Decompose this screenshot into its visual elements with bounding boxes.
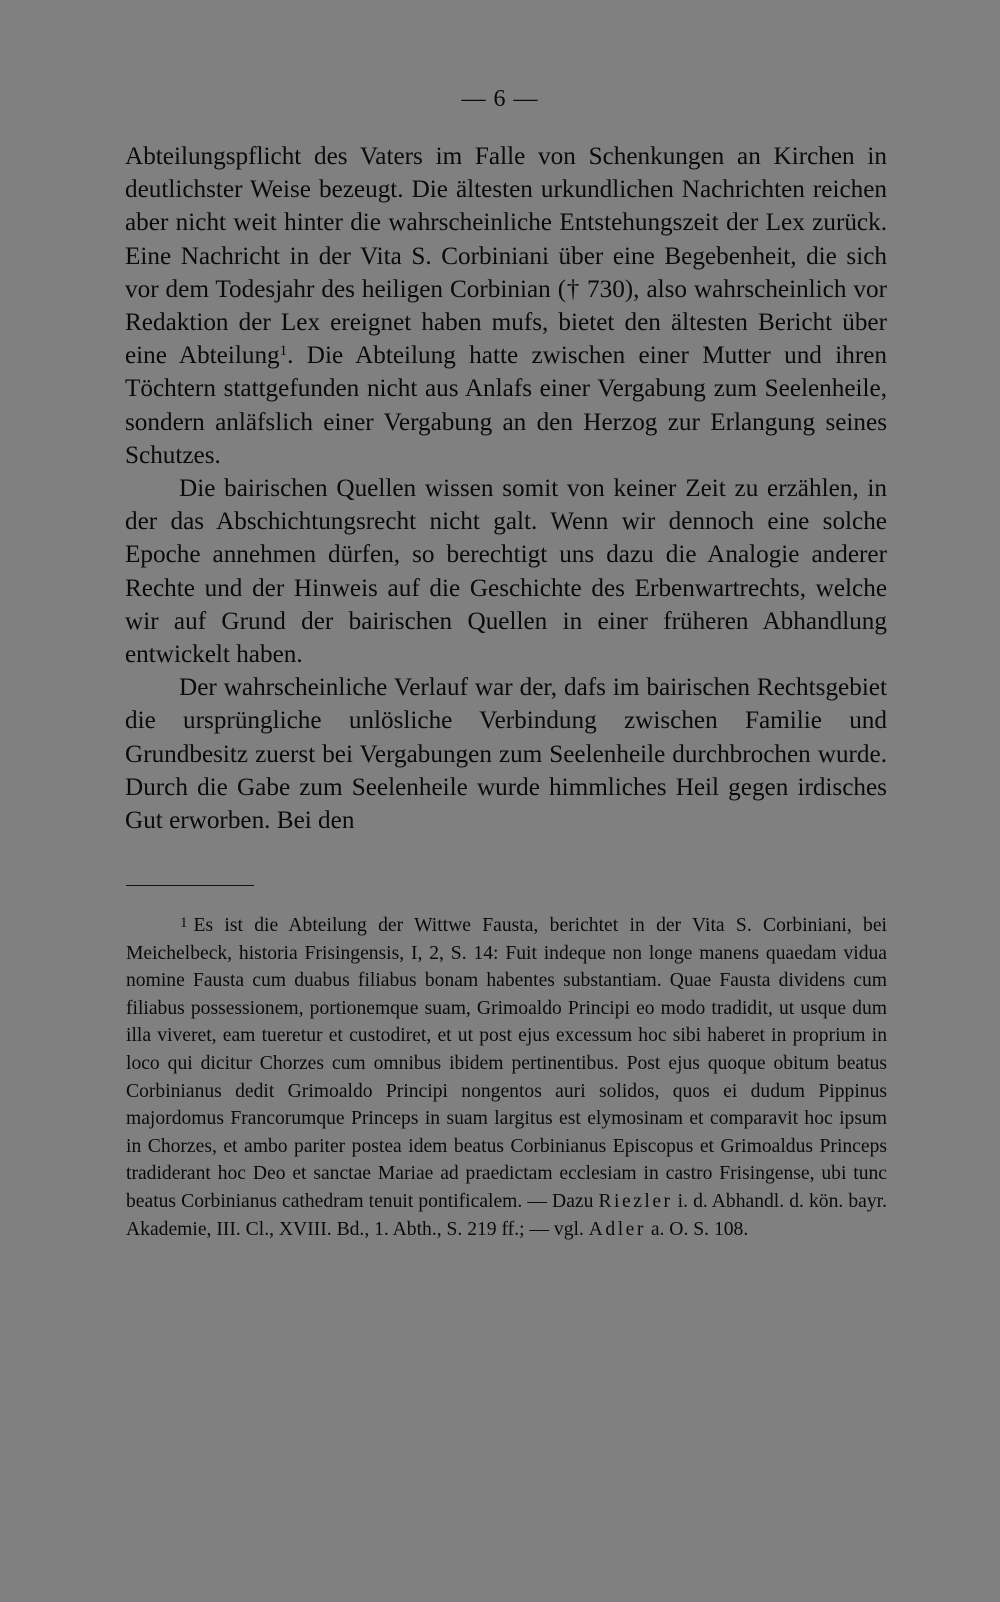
footnote-reference[interactable]: 1 bbox=[279, 343, 288, 360]
footnote-text-a: Es ist die Abteilung der Wittwe Fausta, berichtet in der Vita S. Corbiniani, bei Meichelbeck, historia Frisingensis, I, 2, S. 14: Fuit indeque non longe manens quaedam vidua nomine Fausta cum duabus filiabus bonam habentes substantiam. Quae Fausta dividens cum filiabus possessionem, portionemque suam, Grimoaldo Principi eo modo tradidit, ut usque dum illa viveret, eam tueretur et custodiret, et ut post ejus excessum hoc sibi haberet in proprium in loco qui dicitur Chorzes cum omnibus ibidem pertinentibus. Post ejus quoque obitum beatus Corbinianus dedit Grimoaldo Principi nongentos auri solidos, quos ei dudum Pippinus majordomus Francorumque Princeps in suam largitus est elymosinam et comparavit hoc ipsum in Chorzes, et ambo pariter postea idem beatus Corbinianus Episcopus et Grimoaldus Princeps tradiderant hoc Deo et sanctae Mariae ad praedictam ecclesiam in castro Frisingense, ubi tunc beatus Corbinianus cathedram tenuit pontificalem. — Dazu bbox=[126, 915, 887, 1212]
paragraph-1-text-b: . Die Abteilung hatte zwischen einer Mutter und ihren Töchtern stattgefunden nicht aus Anlafs einer Vergabung zum Seelenheile, sondern anläfslich einer Vergabung an den Herzog zur Erlangung seines Schutzes. bbox=[125, 342, 887, 469]
footnote-text-b: i. d. Abhandl. d. kön. bayr. Akademie, III. Cl., XVIII. Bd., 1. Abth., S. 219 ff.; — vgl. bbox=[126, 1190, 887, 1240]
paragraph-1-text-a: Abteilungspflicht des Vaters im Falle von Schenkungen an Kirchen in deutlichster Weise bezeugt. Die ältesten urkundlichen Nachrichten reichen aber nicht weit hinter die wahrscheinliche Entstehungszeit der Lex zurück. Eine Nachricht in der Vita S. Corbiniani über eine Begebenheit, die sich vor dem Todesjahr des heiligen Corbinian († 730), also wahrscheinlich vor Redaktion der Lex ereignet haben mufs, bietet den ältesten Bericht über eine Abteilung bbox=[125, 143, 887, 370]
footnote bbox=[126, 910, 887, 1243]
paragraph-1 bbox=[125, 140, 887, 472]
page-number: — 6 — bbox=[461, 86, 539, 112]
paragraph-2: Die bairischen Quellen wissen somit von keiner Zeit zu erzählen, in der das Abschichtungsrecht nicht galt. Wenn wir dennoch eine solche Epoche annehmen dürfen, so berechtigt uns dazu die Analogie anderer Rechte und der Hinweis auf die Geschichte des Erbenwartrechts, welche wir auf Grund der bairischen Quellen in einer früheren Abhandlung entwickelt haben. bbox=[125, 475, 887, 669]
footnote-author-riezler: Riezler bbox=[598, 1190, 673, 1212]
footnote-paragraph bbox=[126, 910, 887, 1243]
footnote-author-adler: Adler bbox=[588, 1218, 646, 1240]
footnote-text-c: a. O. S. 108. bbox=[650, 1218, 749, 1240]
footnote-marker: 1 bbox=[180, 915, 188, 931]
footnote-divider bbox=[126, 885, 254, 886]
paragraph-3: Der wahrscheinliche Verlauf war der, dafs im bairischen Rechtsgebiet die ursprüngliche unlösliche Verbindung zwischen Familie und Grundbesitz zuerst bei Vergabungen zum Seelenheile durchbrochen wurde. Durch die Gabe zum Seelenheile wurde himmliches Heil gegen irdisches Gut erworben. Bei den bbox=[125, 674, 887, 835]
main-text bbox=[125, 140, 887, 837]
